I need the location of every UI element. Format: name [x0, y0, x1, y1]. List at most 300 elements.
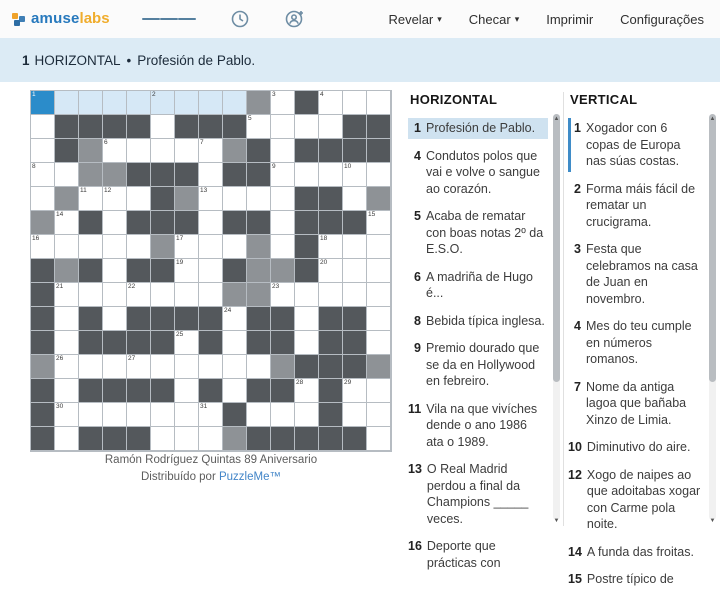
grid-cell-r8c9[interactable] — [247, 283, 270, 306]
grid-cell-r11c3[interactable] — [103, 355, 126, 378]
grid-cell-r8c14[interactable] — [367, 283, 390, 306]
grid-cell-r12c14[interactable] — [367, 379, 390, 402]
grid-cell-r8c6[interactable] — [175, 283, 198, 306]
grid-cell-r10c2[interactable] — [79, 331, 102, 354]
grid-cell-r2c4[interactable] — [127, 139, 150, 162]
grid-cell-r5c3[interactable] — [103, 211, 126, 234]
grid-cell-r2c1[interactable] — [55, 139, 78, 162]
cell-number: 12 — [104, 187, 112, 194]
grid-cell-r2c11[interactable] — [295, 139, 318, 162]
grid-cell-r11c12[interactable] — [319, 355, 342, 378]
grid-cell-r1c5[interactable] — [151, 115, 174, 138]
grid-cell-r3c3[interactable] — [103, 163, 126, 186]
grid-cell-r13c3[interactable] — [103, 403, 126, 426]
grid-cell-r14c9[interactable] — [247, 427, 270, 450]
settings-button[interactable]: Configurações — [620, 11, 704, 27]
grid-cell-r6c14[interactable] — [367, 235, 390, 258]
grid-cell-r11c14[interactable] — [367, 355, 390, 378]
grid-cell-r7c5[interactable] — [151, 259, 174, 282]
grid-cell-r7c3[interactable] — [103, 259, 126, 282]
clue-v-2[interactable] — [568, 179, 704, 233]
active-clue-separator: • — [126, 52, 132, 68]
grid-cell-r12c0[interactable] — [31, 379, 54, 402]
timer-icon[interactable] — [228, 7, 252, 31]
grid-cell-r0c6[interactable] — [175, 91, 198, 114]
clue-number: 3 — [574, 242, 581, 256]
clue-text: Xogo de naipes ao que adoitabas xogar con Carme pola noite. — [586, 467, 701, 531]
grid-cell-r4c6[interactable] — [175, 187, 198, 210]
crossword-grid — [30, 90, 392, 452]
grid-cell-r9c4[interactable] — [127, 307, 150, 330]
grid-cell-r13c12[interactable] — [319, 403, 342, 426]
grid-cell-r5c1[interactable] — [55, 211, 78, 234]
grid-cell-r11c6[interactable] — [175, 355, 198, 378]
invite-friend-icon[interactable] — [282, 7, 308, 31]
grid-cell-r10c3[interactable] — [103, 331, 126, 354]
grid-cell-r6c11[interactable] — [295, 235, 318, 258]
cell-number: 28 — [296, 379, 304, 386]
grid-cell-r2c9[interactable] — [247, 139, 270, 162]
clue-text: Festa que celebramos na casa de Juan en novembro. — [586, 242, 698, 306]
grid-cell-r2c12[interactable] — [319, 139, 342, 162]
grid-cell-r5c4[interactable] — [127, 211, 150, 234]
grid-cell-r9c6[interactable] — [175, 307, 198, 330]
clue-text: Xogador con 6 copas de Europa nas súas costas. — [586, 121, 681, 168]
vertical-clues-scrollbar-thumb[interactable] — [709, 114, 716, 382]
grid-cell-r14c7[interactable] — [199, 427, 222, 450]
grid-cell-r12c11[interactable] — [295, 379, 318, 402]
clue-text: A madriña de Hugo é... — [426, 269, 534, 300]
grid-cell-r8c2[interactable] — [79, 283, 102, 306]
grid-cell-r9c8[interactable] — [223, 307, 246, 330]
grid-cell-r9c5[interactable] — [151, 307, 174, 330]
grid-cell-r14c13[interactable] — [343, 427, 366, 450]
grid-cell-r2c10[interactable] — [271, 139, 294, 162]
clue-number: 4 — [414, 148, 421, 163]
grid-cell-r5c2[interactable] — [79, 211, 102, 234]
active-clue-bar[interactable] — [0, 38, 720, 82]
grid-cell-r4c4[interactable] — [127, 187, 150, 210]
cell-number: 23 — [272, 283, 280, 290]
grid-cell-r1c2[interactable] — [79, 115, 102, 138]
grid-cell-r2c5[interactable] — [151, 139, 174, 162]
grid-cell-r6c8[interactable] — [223, 235, 246, 258]
grid-cell-r0c1[interactable] — [55, 91, 78, 114]
grid-cell-r3c7[interactable] — [199, 163, 222, 186]
chevron-down-icon: ▾ — [437, 13, 442, 24]
grid-cell-r14c4[interactable] — [127, 427, 150, 450]
grid-cell-r4c10[interactable] — [271, 187, 294, 210]
grid-cell-r8c4[interactable] — [127, 283, 150, 306]
grid-cell-r13c4[interactable] — [127, 403, 150, 426]
grid-cell-r12c4[interactable] — [127, 379, 150, 402]
grid-cell-r10c1[interactable] — [55, 331, 78, 354]
grid-cell-r10c7[interactable] — [199, 331, 222, 354]
cell-number: 24 — [224, 307, 232, 314]
clue-h-16[interactable] — [408, 536, 548, 573]
grid-cell-r1c10[interactable] — [271, 115, 294, 138]
grid-cell-r14c3[interactable] — [103, 427, 126, 450]
clue-h-5[interactable] — [408, 206, 548, 260]
grid-cell-r1c4[interactable] — [127, 115, 150, 138]
grid-cell-r14c2[interactable] — [79, 427, 102, 450]
clue-number: 15 — [568, 572, 582, 586]
grid-cell-r13c9[interactable] — [247, 403, 270, 426]
clue-number: 12 — [568, 467, 582, 482]
grid-cell-r9c13[interactable] — [343, 307, 366, 330]
grid-cell-r8c13[interactable] — [343, 283, 366, 306]
grid-cell-r5c7[interactable] — [199, 211, 222, 234]
grid-cell-r1c6[interactable] — [175, 115, 198, 138]
grid-cell-r14c5[interactable] — [151, 427, 174, 450]
grid-cell-r2c0[interactable] — [31, 139, 54, 162]
grid-cell-r13c2[interactable] — [79, 403, 102, 426]
grid-cell-r0c14[interactable] — [367, 91, 390, 114]
vertical-clues-title: VERTICAL — [570, 92, 638, 107]
grid-cell-r1c3[interactable] — [103, 115, 126, 138]
grid-cell-r4c12[interactable] — [319, 187, 342, 210]
grid-cell-r9c11[interactable] — [295, 307, 318, 330]
grid-cell-r10c0[interactable] — [31, 331, 54, 354]
grid-cell-r11c4[interactable] — [127, 355, 150, 378]
grid-cell-r14c1[interactable] — [55, 427, 78, 450]
grid-cell-r0c11[interactable] — [295, 91, 318, 114]
grid-cell-r1c11[interactable] — [295, 115, 318, 138]
grid-cell-r9c2[interactable] — [79, 307, 102, 330]
grid-cell-r11c1[interactable] — [55, 355, 78, 378]
grid-cell-r13c14[interactable] — [367, 403, 390, 426]
grid-cell-r9c0[interactable] — [31, 307, 54, 330]
grid-cell-r7c1[interactable] — [55, 259, 78, 282]
grid-cell-r12c2[interactable] — [79, 379, 102, 402]
active-clue-direction: HORIZONTAL — [34, 52, 121, 68]
grid-cell-r1c7[interactable] — [199, 115, 222, 138]
grid-cell-r5c9[interactable] — [247, 211, 270, 234]
grid-cell-r6c4[interactable] — [127, 235, 150, 258]
grid-cell-r12c6[interactable] — [175, 379, 198, 402]
clue-h-1[interactable] — [408, 118, 548, 139]
grid-cell-r8c8[interactable] — [223, 283, 246, 306]
grid-cell-r1c8[interactable] — [223, 115, 246, 138]
clue-h-8[interactable] — [408, 311, 548, 332]
grid-cell-r3c1[interactable] — [55, 163, 78, 186]
grid-cell-r7c10[interactable] — [271, 259, 294, 282]
grid-cell-r11c13[interactable] — [343, 355, 366, 378]
grid-cell-r7c13[interactable] — [343, 259, 366, 282]
grid-cell-r0c10[interactable] — [271, 91, 294, 114]
grid-cell-r3c5[interactable] — [151, 163, 174, 186]
grid-cell-r7c2[interactable] — [79, 259, 102, 282]
cell-number: 17 — [176, 235, 184, 242]
grid-cell-r13c13[interactable] — [343, 403, 366, 426]
grid-cell-r11c10[interactable] — [271, 355, 294, 378]
horizontal-clues-scrollbar[interactable] — [553, 114, 560, 524]
grid-cell-r11c11[interactable] — [295, 355, 318, 378]
grid-cell-r10c12[interactable] — [319, 331, 342, 354]
grid-cell-r7c0[interactable] — [31, 259, 54, 282]
amuselabs-logo[interactable] — [12, 10, 110, 28]
grid-cell-r1c9[interactable] — [247, 115, 270, 138]
grid-cell-r12c8[interactable] — [223, 379, 246, 402]
cell-number: 4 — [320, 91, 324, 98]
grid-cell-r7c9[interactable] — [247, 259, 270, 282]
cell-number: 30 — [56, 403, 64, 410]
grid-cell-r6c6[interactable] — [175, 235, 198, 258]
clue-text: Vila na que vivíches dende o ano 1986 ata o 1989. — [426, 401, 538, 449]
grid-cell-r5c0[interactable] — [31, 211, 54, 234]
grid-cell-r3c10[interactable] — [271, 163, 294, 186]
clue-text: Premio dourado que se da en Hollywood en febreiro. — [426, 341, 540, 388]
grid-cell-r3c2[interactable] — [79, 163, 102, 186]
grid-cell-r5c10[interactable] — [271, 211, 294, 234]
grid-cell-r14c8[interactable] — [223, 427, 246, 450]
clue-number: 14 — [568, 544, 582, 559]
scroll-down-icon[interactable]: ▼ — [553, 518, 560, 524]
grid-cell-r10c6[interactable] — [175, 331, 198, 354]
grid-cell-r14c10[interactable] — [271, 427, 294, 450]
grid-cell-r6c0[interactable] — [31, 235, 54, 258]
clue-v-1[interactable] — [568, 118, 704, 172]
grid-cell-r4c3[interactable] — [103, 187, 126, 210]
grid-cell-r6c3[interactable] — [103, 235, 126, 258]
grid-cell-r9c10[interactable] — [271, 307, 294, 330]
grid-cell-r10c10[interactable] — [271, 331, 294, 354]
amuselabs-logo-icon — [12, 12, 27, 27]
grid-cell-r13c10[interactable] — [271, 403, 294, 426]
grid-cell-r6c12[interactable] — [319, 235, 342, 258]
clue-h-4[interactable] — [408, 146, 548, 200]
clue-number: 11 — [408, 401, 422, 416]
grid-cell-r1c0[interactable] — [31, 115, 54, 138]
horizontal-clues-scrollbar-thumb[interactable] — [553, 114, 560, 382]
grid-cell-r4c8[interactable] — [223, 187, 246, 210]
grid-cell-r7c12[interactable] — [319, 259, 342, 282]
grid-cell-r2c13[interactable] — [343, 139, 366, 162]
grid-cell-r0c0[interactable] — [31, 91, 54, 114]
grid-cell-r8c10[interactable] — [271, 283, 294, 306]
clue-h-11[interactable] — [408, 399, 548, 453]
grid-cell-r12c10[interactable] — [271, 379, 294, 402]
scroll-down-icon[interactable]: ▼ — [709, 518, 716, 524]
clue-v-10[interactable] — [568, 437, 704, 458]
grid-cell-r11c8[interactable] — [223, 355, 246, 378]
grid-cell-r10c4[interactable] — [127, 331, 150, 354]
grid-cell-r2c6[interactable] — [175, 139, 198, 162]
grid-cell-r3c11[interactable] — [295, 163, 318, 186]
grid-cell-r8c0[interactable] — [31, 283, 54, 306]
grid-cell-r13c0[interactable] — [31, 403, 54, 426]
grid-cell-r1c14[interactable] — [367, 115, 390, 138]
check-button[interactable]: Checar ▾ — [468, 11, 520, 27]
grid-cell-r12c9[interactable] — [247, 379, 270, 402]
grid-cell-r13c5[interactable] — [151, 403, 174, 426]
grid-cell-r4c9[interactable] — [247, 187, 270, 210]
grid-cell-r10c8[interactable] — [223, 331, 246, 354]
grid-cell-r4c11[interactable] — [295, 187, 318, 210]
clue-v-14[interactable] — [568, 542, 704, 563]
grid-cell-r4c14[interactable] — [367, 187, 390, 210]
clue-number: 8 — [414, 313, 421, 328]
grid-cell-r12c1[interactable] — [55, 379, 78, 402]
grid-cell-r9c14[interactable] — [367, 307, 390, 330]
cell-number: 5 — [248, 115, 252, 122]
grid-cell-r10c5[interactable] — [151, 331, 174, 354]
grid-cell-r3c0[interactable] — [31, 163, 54, 186]
grid-cell-r11c2[interactable] — [79, 355, 102, 378]
grid-cell-r5c12[interactable] — [319, 211, 342, 234]
grid-cell-r8c3[interactable] — [103, 283, 126, 306]
grid-cell-r1c1[interactable] — [55, 115, 78, 138]
grid-cell-r0c8[interactable] — [223, 91, 246, 114]
grid-cell-r6c5[interactable] — [151, 235, 174, 258]
cell-number: 2 — [152, 91, 156, 98]
grid-cell-r5c11[interactable] — [295, 211, 318, 234]
grid-cell-r4c13[interactable] — [343, 187, 366, 210]
clue-h-6[interactable] — [408, 267, 548, 304]
grid-cell-r0c5[interactable] — [151, 91, 174, 114]
grid-cell-r14c6[interactable] — [175, 427, 198, 450]
grid-cell-r4c2[interactable] — [79, 187, 102, 210]
grid-cell-r10c13[interactable] — [343, 331, 366, 354]
cell-number: 6 — [104, 139, 108, 146]
grid-cell-r8c12[interactable] — [319, 283, 342, 306]
grid-cell-r4c7[interactable] — [199, 187, 222, 210]
clue-h-9[interactable] — [408, 338, 548, 392]
grid-cell-r13c1[interactable] — [55, 403, 78, 426]
grid-cell-r5c5[interactable] — [151, 211, 174, 234]
grid-cell-r0c13[interactable] — [343, 91, 366, 114]
grid-cell-r0c12[interactable] — [319, 91, 342, 114]
grid-cell-r2c2[interactable] — [79, 139, 102, 162]
clue-text: A funda das froitas. — [586, 544, 694, 559]
grid-cell-r3c8[interactable] — [223, 163, 246, 186]
grid-cell-r0c7[interactable] — [199, 91, 222, 114]
grid-cell-r9c9[interactable] — [247, 307, 270, 330]
cell-number: 19 — [176, 259, 184, 266]
grid-cell-r14c11[interactable] — [295, 427, 318, 450]
grid-cell-r6c13[interactable] — [343, 235, 366, 258]
grid-cell-r9c3[interactable] — [103, 307, 126, 330]
grid-cell-r9c1[interactable] — [55, 307, 78, 330]
grid-cell-r3c6[interactable] — [175, 163, 198, 186]
grid-cell-r6c7[interactable] — [199, 235, 222, 258]
reveal-button[interactable]: Revelar ▾ — [388, 11, 442, 27]
vertical-clues-scrollbar[interactable] — [709, 114, 716, 524]
grid-cell-r6c2[interactable] — [79, 235, 102, 258]
grid-cell-r0c2[interactable] — [79, 91, 102, 114]
grid-cell-r14c14[interactable] — [367, 427, 390, 450]
scroll-up-icon[interactable]: ▲ — [709, 116, 716, 122]
grid-cell-r11c7[interactable] — [199, 355, 222, 378]
grid-cell-r1c12[interactable] — [319, 115, 342, 138]
clue-v-7[interactable] — [568, 377, 704, 431]
grid-cell-r12c12[interactable] — [319, 379, 342, 402]
grid-cell-r12c7[interactable] — [199, 379, 222, 402]
grid-cell-r3c13[interactable] — [343, 163, 366, 186]
grid-cell-r7c8[interactable] — [223, 259, 246, 282]
clue-number: 5 — [414, 209, 421, 223]
menu-icon[interactable] — [140, 14, 198, 25]
grid-cell-r5c13[interactable] — [343, 211, 366, 234]
grid-cell-r3c14[interactable] — [367, 163, 390, 186]
grid-cell-r11c0[interactable] — [31, 355, 54, 378]
grid-cell-r14c0[interactable] — [31, 427, 54, 450]
logo-text-labs: labs — [79, 10, 110, 27]
cell-number: 16 — [32, 235, 40, 242]
grid-cell-r5c8[interactable] — [223, 211, 246, 234]
grid-cell-r10c11[interactable] — [295, 331, 318, 354]
clue-h-13[interactable] — [408, 459, 548, 529]
grid-cell-r12c5[interactable] — [151, 379, 174, 402]
clue-number: 6 — [414, 269, 421, 284]
grid-cell-r11c9[interactable] — [247, 355, 270, 378]
grid-cell-r12c13[interactable] — [343, 379, 366, 402]
clue-v-12[interactable] — [568, 465, 704, 535]
clue-text: Deporte que prácticas con — [426, 539, 501, 570]
grid-cell-r6c1[interactable] — [55, 235, 78, 258]
puzzleme-link[interactable]: PuzzleMe™ — [218, 471, 281, 483]
grid-cell-r7c7[interactable] — [199, 259, 222, 282]
grid-cell-r3c4[interactable] — [127, 163, 150, 186]
grid-cell-r0c3[interactable] — [103, 91, 126, 114]
grid-cell-r11c5[interactable] — [151, 355, 174, 378]
grid-cell-r13c7[interactable] — [199, 403, 222, 426]
grid-cell-r7c11[interactable] — [295, 259, 318, 282]
grid-cell-r5c14[interactable] — [367, 211, 390, 234]
grid-cell-r3c12[interactable] — [319, 163, 342, 186]
grid-cell-r14c12[interactable] — [319, 427, 342, 450]
grid-cell-r6c10[interactable] — [271, 235, 294, 258]
grid-cell-r8c1[interactable] — [55, 283, 78, 306]
clue-text: Profesión de Pablo. — [426, 121, 536, 135]
grid-cell-r9c7[interactable] — [199, 307, 222, 330]
grid-cell-r9c12[interactable] — [319, 307, 342, 330]
grid-cell-r7c14[interactable] — [367, 259, 390, 282]
grid-cell-r2c7[interactable] — [199, 139, 222, 162]
grid-cell-r6c9[interactable] — [247, 235, 270, 258]
grid-cell-r8c5[interactable] — [151, 283, 174, 306]
grid-cell-r10c14[interactable] — [367, 331, 390, 354]
grid-cell-r2c8[interactable] — [223, 139, 246, 162]
clue-v-15[interactable] — [568, 569, 704, 590]
grid-cell-r5c6[interactable] — [175, 211, 198, 234]
grid-cell-r0c4[interactable] — [127, 91, 150, 114]
grid-cell-r13c11[interactable] — [295, 403, 318, 426]
grid-cell-r13c6[interactable] — [175, 403, 198, 426]
grid-cell-r2c3[interactable] — [103, 139, 126, 162]
scroll-up-icon[interactable]: ▲ — [553, 116, 560, 122]
grid-cell-r13c8[interactable] — [223, 403, 246, 426]
grid-cell-r12c3[interactable] — [103, 379, 126, 402]
grid-cell-r0c9[interactable] — [247, 91, 270, 114]
grid-cell-r10c9[interactable] — [247, 331, 270, 354]
grid-cell-r7c6[interactable] — [175, 259, 198, 282]
cell-number: 1 — [32, 91, 36, 98]
grid-cell-r8c7[interactable] — [199, 283, 222, 306]
print-button[interactable]: Imprimir — [546, 11, 594, 27]
clue-text: Mes do teu cumple en números romanos. — [586, 319, 692, 366]
grid-cell-r4c5[interactable] — [151, 187, 174, 210]
grid-cell-r4c0[interactable] — [31, 187, 54, 210]
clue-v-3[interactable] — [568, 239, 704, 309]
grid-cell-r2c14[interactable] — [367, 139, 390, 162]
grid-cell-r1c13[interactable] — [343, 115, 366, 138]
grid-cell-r8c11[interactable] — [295, 283, 318, 306]
grid-cell-r4c1[interactable] — [55, 187, 78, 210]
grid-cell-r3c9[interactable] — [247, 163, 270, 186]
grid-cell-r7c4[interactable] — [127, 259, 150, 282]
clue-v-4[interactable] — [568, 316, 704, 370]
